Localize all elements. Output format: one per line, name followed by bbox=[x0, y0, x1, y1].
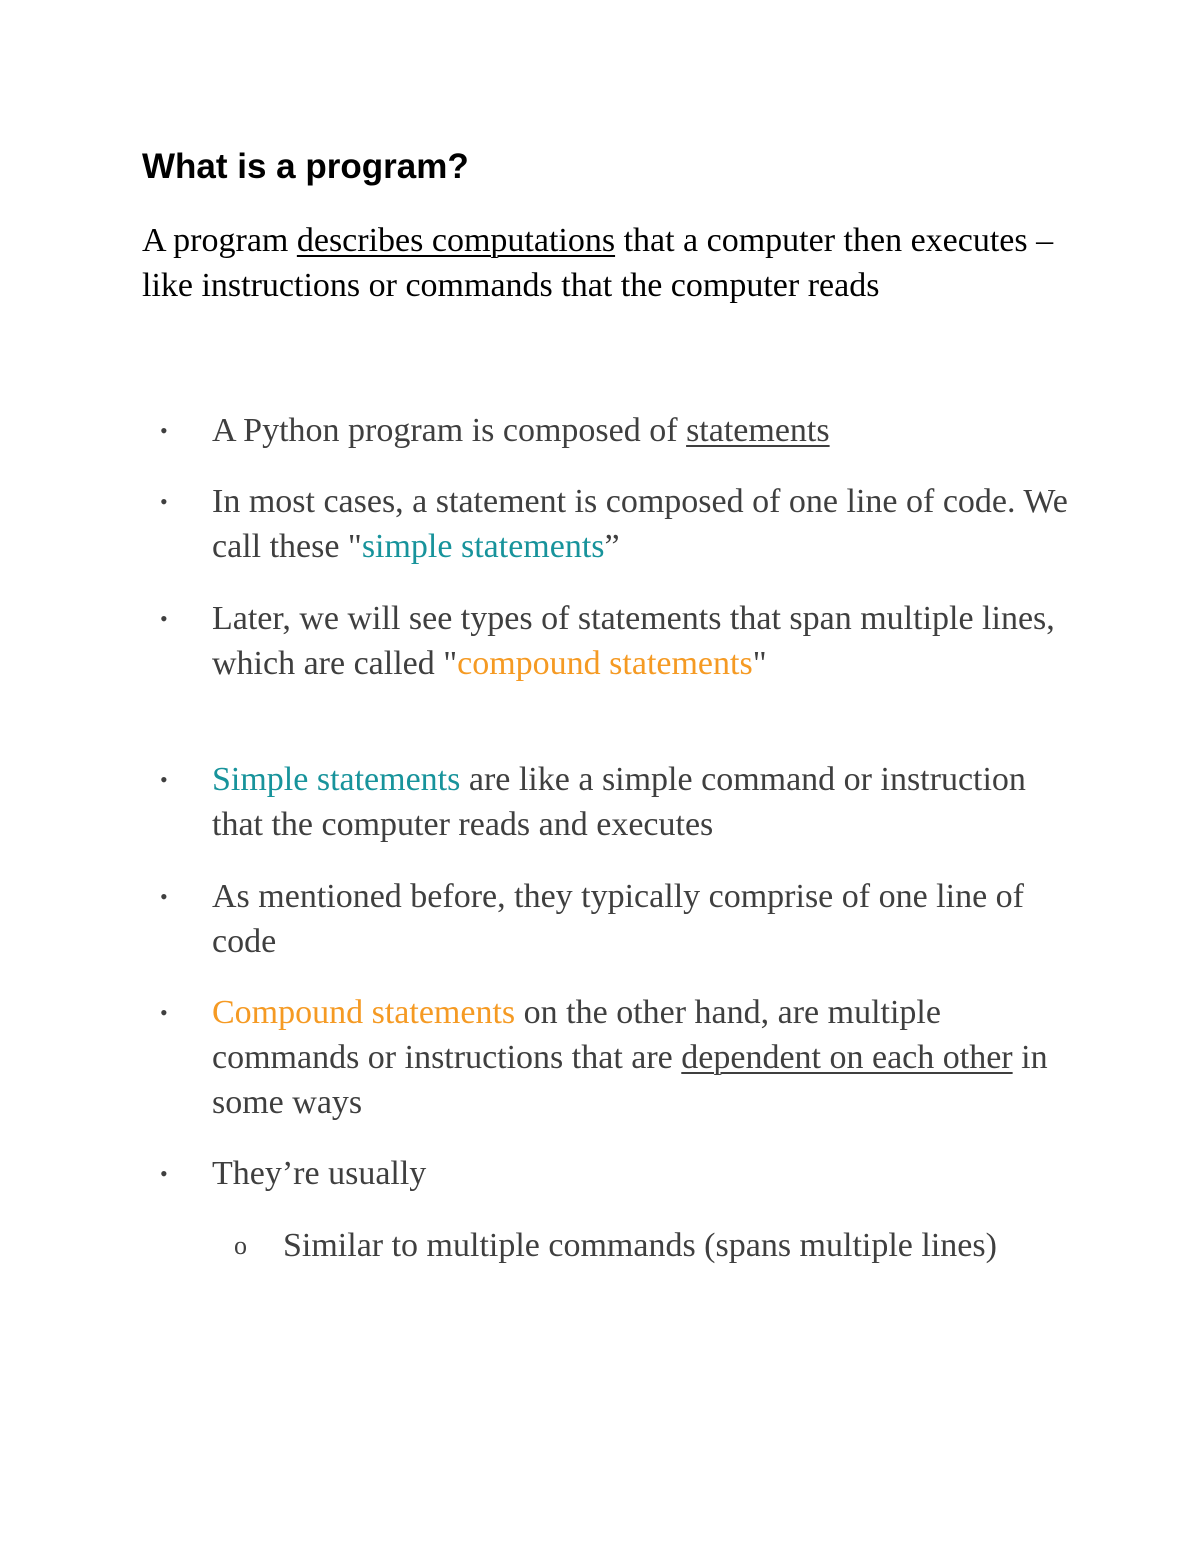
intro-paragraph bbox=[142, 218, 1102, 308]
sub-bullet-icon: o bbox=[234, 1231, 247, 1260]
underlined-term: statements bbox=[686, 412, 830, 449]
bullet-text-end: ” bbox=[604, 528, 620, 565]
bullet-icon: • bbox=[160, 489, 168, 514]
underlined-term: dependent on each other bbox=[681, 1039, 1013, 1076]
compound-statements-term: Compound statements bbox=[212, 994, 516, 1031]
bullet-text-end: are like a simple command or instruction that the computer reads and executes bbox=[212, 761, 1026, 843]
bullet-text: They’re usually bbox=[212, 1155, 427, 1192]
bullet-text bbox=[212, 408, 1072, 453]
bullet-text bbox=[212, 596, 1072, 686]
bullet-icon: • bbox=[160, 767, 168, 792]
bullet-text-end: in some ways bbox=[212, 1039, 1048, 1121]
intro-text-end: that a computer then executes – like instructions or commands that the computer reads bbox=[142, 222, 1054, 304]
bullet-icon: • bbox=[160, 884, 168, 909]
bullet-icon: • bbox=[160, 1000, 168, 1025]
bullet-text-start: A Python program is composed of bbox=[212, 412, 687, 449]
intro-text-start: A program bbox=[142, 222, 297, 259]
bullet-icon: • bbox=[160, 1161, 168, 1186]
bullet-text: As mentioned before, they typically comprise of one line of code bbox=[212, 878, 1024, 960]
bullet-text bbox=[212, 990, 1072, 1125]
bullet-icon: • bbox=[160, 606, 168, 631]
bullet-text bbox=[212, 757, 1072, 847]
compound-statements-term: compound statements bbox=[457, 645, 753, 682]
bullet-text-end: " bbox=[752, 645, 767, 682]
bullet-text-start: In most cases, a statement is composed of one line of code. We call these " bbox=[212, 483, 1068, 565]
simple-statements-term: simple statements bbox=[361, 528, 605, 565]
bullet-text-start: Later, we will see types of statements that span multiple lines, which are called " bbox=[212, 600, 1055, 682]
page-title: What is a program? bbox=[142, 147, 469, 186]
intro-underlined-term: describes computations bbox=[296, 222, 616, 259]
sub-bullet-text: Similar to multiple commands (spans multiple lines) bbox=[283, 1227, 997, 1264]
simple-statements-term: Simple statements bbox=[212, 761, 461, 798]
bullet-text-middle: on the other hand, are multiple commands or instructions that are bbox=[212, 994, 941, 1076]
bullet-text bbox=[212, 479, 1072, 569]
bullet-icon: • bbox=[160, 418, 168, 443]
